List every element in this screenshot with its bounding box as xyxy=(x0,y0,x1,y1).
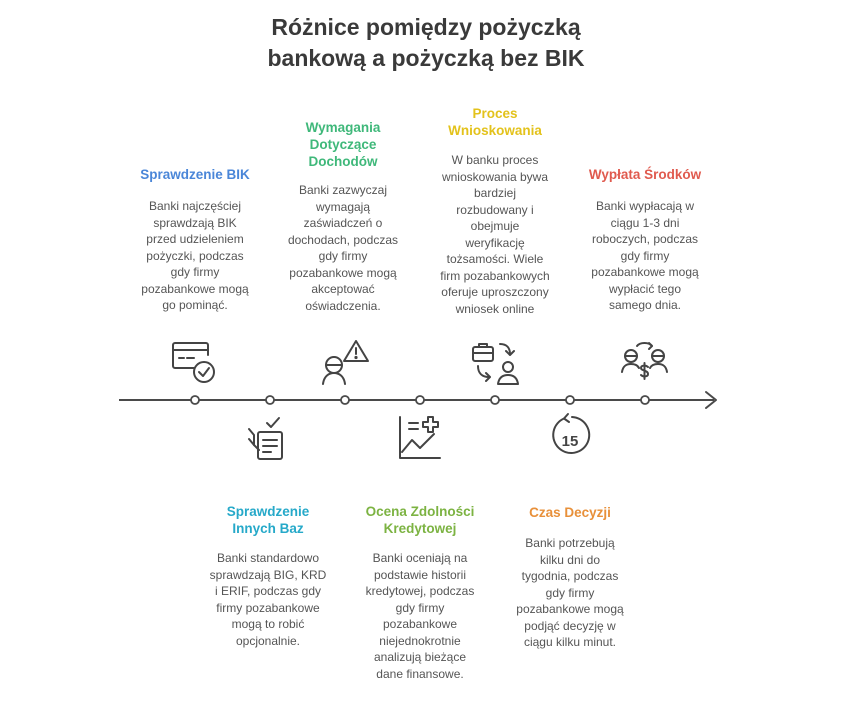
desc-line: Banki najczęściej xyxy=(148,199,242,213)
desc-line: wymagają xyxy=(315,199,371,214)
desc-line: wnioskowania bywa xyxy=(441,169,549,184)
desc-line: gdy firmy xyxy=(170,265,220,279)
desc-line: bardziej xyxy=(473,186,517,200)
step-wyplata-srodkow-description xyxy=(575,198,715,314)
step-ocena-zdolnosci-description xyxy=(348,550,492,682)
step-title-line: Wnioskowania xyxy=(448,123,542,138)
desc-line: Banki wypłacają w xyxy=(595,199,695,213)
step-wyplata-srodkow-title xyxy=(575,166,715,183)
growth-chart-icon xyxy=(396,414,444,462)
step-czas-decyzji-title xyxy=(500,504,640,521)
desc-line: i ERIF, podczas gdy xyxy=(214,584,322,598)
desc-line: pożyczki, podczas xyxy=(146,248,244,263)
desc-line: podjąć decyzję w xyxy=(524,618,616,633)
step-title-line: Sprawdzenie xyxy=(226,504,310,519)
page-title-line-1: Różnice pomiędzy pożyczką xyxy=(271,14,581,40)
desc-line: Banki oceniają na xyxy=(372,551,468,565)
desc-line: tożsamości. Wiele xyxy=(446,252,544,266)
timer-15-icon xyxy=(546,412,596,462)
desc-line: akceptować xyxy=(311,282,375,296)
desc-line: oświadczenia. xyxy=(305,298,381,313)
step-ocena-zdolnosci-title xyxy=(348,503,492,537)
step-sprawdzenie-innych-baz-description xyxy=(198,550,338,649)
step-title-line: Proces xyxy=(472,106,518,121)
desc-line: mogą to robić xyxy=(231,617,305,631)
timeline-node-5 xyxy=(491,396,499,404)
desc-line: ciągu 1-3 dni xyxy=(610,215,680,230)
step-title-line: Wymagania xyxy=(305,120,381,135)
desc-line: sprawdzają BIK xyxy=(153,215,237,230)
briefcase-person-icon xyxy=(470,340,520,388)
desc-line: opcjonalnie. xyxy=(235,633,301,648)
step-title-line: Wypłata Środków xyxy=(588,167,702,182)
desc-line: zaświadczeń o xyxy=(303,216,383,230)
step-title-line: Kredytowej xyxy=(383,521,457,536)
step-title-line: Czas Decyzji xyxy=(529,505,611,520)
step-title-line: Dochodów xyxy=(308,154,378,169)
step-sprawdzenie-innych-baz-title xyxy=(198,503,338,537)
step-sprawdzenie-bik-title xyxy=(125,166,265,183)
step-title-line: Ocena Zdolności xyxy=(365,504,475,519)
desc-line: pozabankowe xyxy=(382,617,458,631)
checklist-document-icon xyxy=(245,415,293,463)
desc-line: obejmuje xyxy=(470,219,520,233)
desc-line: Banki standardowo xyxy=(216,551,320,565)
timeline-node-6 xyxy=(566,396,574,404)
desc-line: kredytowej, podczas xyxy=(365,584,475,598)
timeline-node-2 xyxy=(266,396,274,404)
step-proces-wnioskowania-description xyxy=(421,152,569,317)
timer-number: 15 xyxy=(561,433,579,450)
desc-line: samego dnia. xyxy=(608,298,682,312)
desc-line: weryfikację xyxy=(465,235,525,250)
timeline-node-3 xyxy=(341,396,349,404)
step-title-line: Sprawdzenie BIK xyxy=(140,167,250,182)
desc-line: dochodach, podczas xyxy=(287,232,399,247)
desc-line: firm pozabankowych xyxy=(440,268,550,283)
step-czas-decyzji-description xyxy=(500,535,640,651)
desc-line: W banku proces xyxy=(451,153,539,167)
money-transfer-icon xyxy=(620,340,670,386)
desc-line: rozbudowany i xyxy=(456,202,534,217)
desc-line: pozabankowe mogą xyxy=(141,281,249,296)
desc-line: roboczych, podczas xyxy=(591,232,699,246)
timeline-node-4 xyxy=(416,396,424,404)
timeline-node-1 xyxy=(191,396,199,404)
desc-line: wypłacić tego xyxy=(608,281,682,296)
desc-line: gdy firmy xyxy=(318,249,368,263)
desc-line: ciągu kilku minut. xyxy=(523,635,617,649)
step-wymagania-dochodow-title xyxy=(273,119,413,170)
step-title-line: Innych Baz xyxy=(232,521,304,536)
step-wymagania-dochodow-description xyxy=(273,182,413,314)
desc-line: Banki zazwyczaj xyxy=(298,183,388,197)
step-sprawdzenie-bik-description xyxy=(125,198,265,314)
desc-line: pozabankowe mogą xyxy=(289,265,397,280)
desc-line: firmy pozabankowe xyxy=(216,600,320,615)
desc-line: przed udzieleniem xyxy=(146,232,244,246)
step-title-line: Dotyczące xyxy=(309,137,377,152)
desc-line: sprawdzają BIG, KRD xyxy=(209,567,327,582)
desc-line: go pominąć. xyxy=(162,298,228,312)
desc-line: gdy firmy xyxy=(395,600,445,615)
desc-line: tygodnia, podczas xyxy=(521,569,619,583)
page-title-line-2: bankową a pożyczką bez BIK xyxy=(267,45,585,71)
desc-line: podstawie historii xyxy=(373,567,467,582)
desc-line: pozabankowe mogą xyxy=(591,265,699,279)
credit-card-check-icon xyxy=(170,340,220,388)
desc-line: niejednokrotnie xyxy=(379,633,461,648)
desc-line: gdy firmy xyxy=(545,585,595,600)
person-warning-icon xyxy=(322,338,372,388)
desc-line: analizują bieżące xyxy=(373,650,467,664)
desc-line: Banki potrzebują xyxy=(525,536,615,550)
timeline-node-7 xyxy=(641,396,649,404)
desc-line: wniosek online xyxy=(455,301,535,316)
desc-line: oferuje uproszczony xyxy=(441,285,549,299)
step-proces-wnioskowania-title xyxy=(421,105,569,139)
desc-line: dane finansowe. xyxy=(376,666,464,681)
desc-line: pozabankowe mogą xyxy=(516,602,624,616)
desc-line: gdy firmy xyxy=(620,248,670,263)
desc-line: kilku dni do xyxy=(539,552,601,567)
